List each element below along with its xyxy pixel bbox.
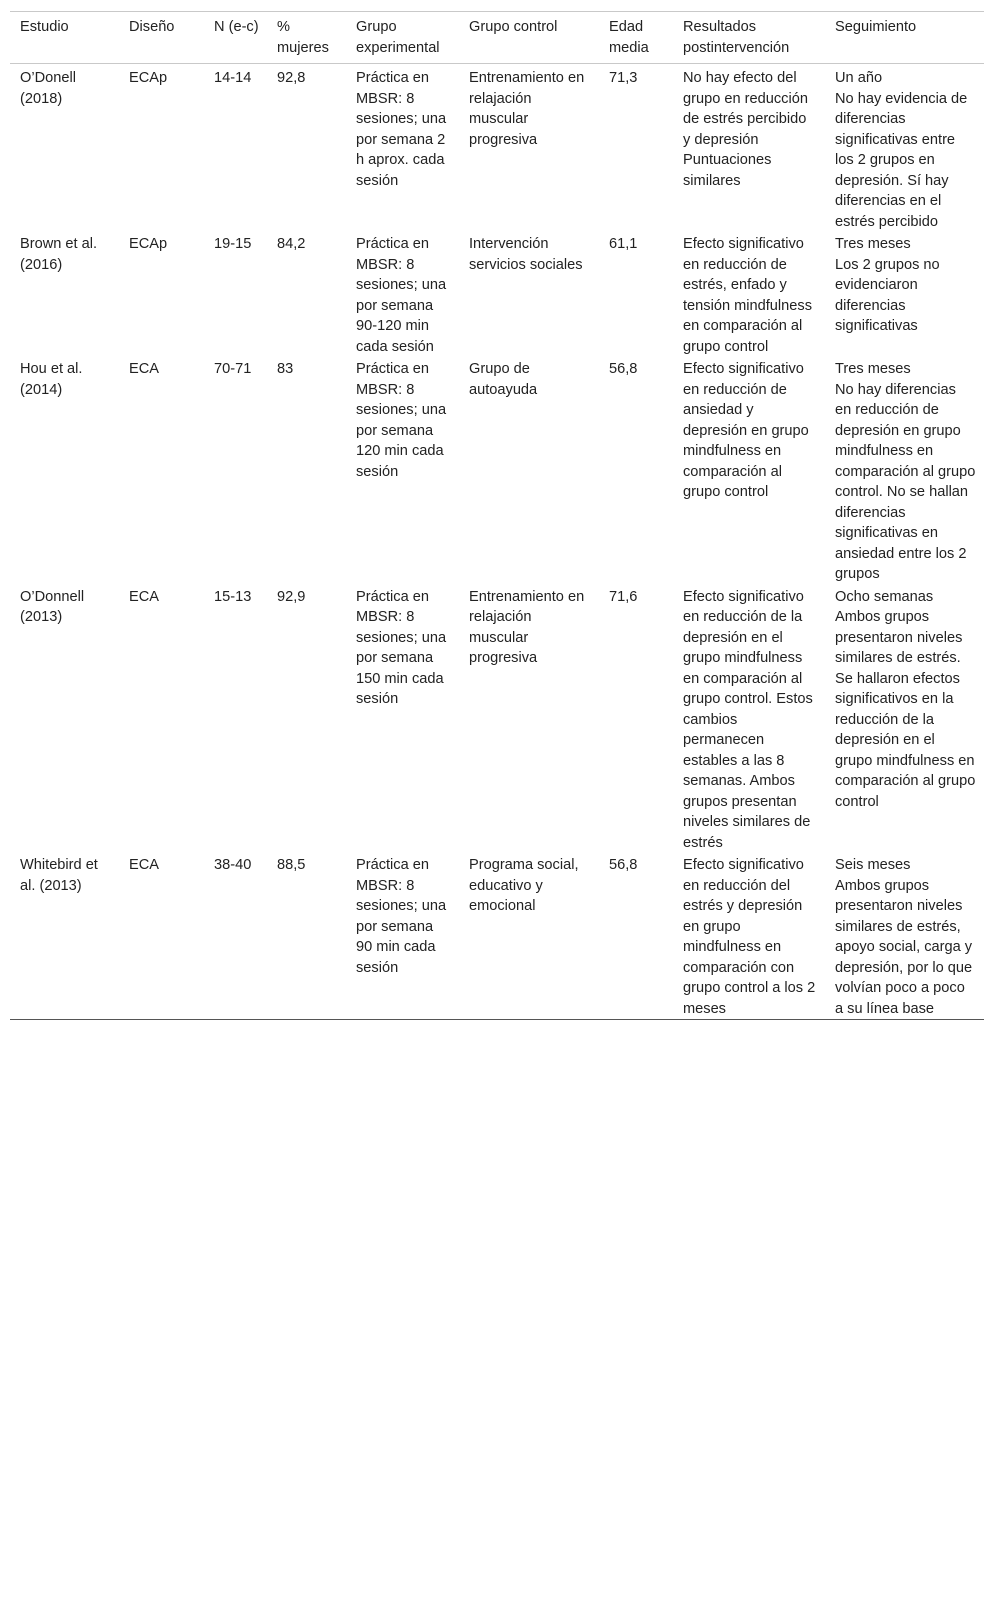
cell-edad-media: 71,3 (609, 70, 638, 86)
cell-grupo-experimental: Práctica en MBSR: 8 sesiones; una por semana 90 min cada sesión (356, 857, 447, 976)
cell-seguimiento (825, 585, 984, 854)
cell-seguimiento (825, 232, 984, 357)
cell-mujeres: 92,9 (277, 588, 306, 605)
table-row (10, 585, 984, 854)
cell-grupo-control: Programa social, educativo y emocional (469, 857, 579, 914)
cell-seguimiento (825, 853, 984, 1020)
resultados-line: Efecto significativo en reducción de la depresión en el grupo mindfulness en comparación al grupo control. Estos cambios permanecen estables a las 8 semanas. Ambos grupos presentan niveles similares de estrés (683, 588, 813, 851)
cell-estudio: Brown et al. (2016) (20, 236, 98, 273)
resultados-line: Efecto significativo en reducción de estrés, enfado y tensión mindfulness en comparación al grupo control (683, 236, 812, 355)
cell-resultados (673, 232, 825, 357)
cell-estudio: Whitebird et al. (2013) (20, 857, 98, 894)
cell-estudio: O’Donell (2018) (20, 70, 76, 107)
table-header-row (10, 12, 984, 64)
col-header-grupo-control: Grupo control (469, 19, 558, 35)
seguimiento-period: Ocho semanas (835, 588, 934, 605)
studies-table (10, 11, 984, 1020)
resultados-line: No hay efecto del grupo en reducción de estrés percibido y depresión (683, 70, 808, 148)
cell-edad-media: 56,8 (609, 361, 638, 377)
cell-edad-media: 56,8 (609, 857, 638, 873)
cell-mujeres: 92,8 (277, 70, 306, 86)
seguimiento-detail: Ambos grupos presentaron niveles similares de estrés. Se hallaron efectos significativos en la reducción de la depresión en el grupo mindfulness en comparación al grupo control (835, 609, 976, 810)
seguimiento-detail: No hay evidencia de diferencias significativas entre los 2 grupos en depresión. Sí hay diferencias en el estrés percibido (835, 90, 968, 230)
table-row (10, 64, 984, 233)
col-header-mujeres: % mujeres (277, 19, 329, 56)
cell-grupo-experimental: Práctica en MBSR: 8 sesiones; una por semana 120 min cada sesión (356, 361, 447, 480)
cell-grupo-control: Grupo de autoayuda (469, 361, 538, 398)
cell-diseno: ECA (129, 588, 160, 605)
resultados-line: Efecto significativo en reducción del estrés y depresión en grupo mindfulness en comparación con grupo control a los 2 meses (683, 857, 816, 1017)
col-header-estudio: Estudio (20, 19, 69, 35)
resultados-line: Efecto significativo en reducción de ansiedad y depresión en grupo mindfulness en comparación al grupo control (683, 361, 809, 500)
cell-diseno: ECA (129, 361, 160, 377)
cell-edad-media: 61,1 (609, 236, 638, 252)
cell-grupo-experimental: Práctica en MBSR: 8 sesiones; una por semana 2 h aprox. cada sesión (356, 70, 447, 189)
cell-n: 14-14 (214, 70, 252, 86)
col-header-edad-media: Edad media (609, 19, 649, 56)
col-header-grupo-experimental: Grupo experimental (356, 19, 440, 56)
col-header-seguimiento: Seguimiento (835, 19, 917, 35)
cell-edad-media: 71,6 (609, 588, 638, 605)
cell-diseno: ECA (129, 857, 160, 873)
table-row (10, 232, 984, 357)
seguimiento-period: Un año (835, 70, 883, 86)
cell-mujeres: 84,2 (277, 236, 306, 252)
cell-seguimiento (825, 357, 984, 585)
cell-n: 15-13 (214, 588, 252, 605)
cell-estudio: Hou et al. (2014) (20, 361, 83, 398)
cell-resultados (673, 357, 825, 585)
col-header-resultados: Resultados postintervención (683, 19, 790, 56)
cell-mujeres: 88,5 (277, 857, 306, 873)
cell-grupo-control: Entrenamiento en relajación muscular progresiva (469, 588, 585, 666)
cell-diseno: ECAp (129, 70, 168, 86)
cell-grupo-control: Entrenamiento en relajación muscular progresiva (469, 70, 585, 148)
cell-mujeres: 83 (277, 361, 294, 377)
cell-resultados (673, 585, 825, 854)
seguimiento-period: Seis meses (835, 857, 911, 873)
col-header-n: N (e-c) (214, 19, 259, 35)
table-row (10, 357, 984, 585)
seguimiento-detail: Los 2 grupos no evidenciaron diferencias significativas (835, 256, 940, 334)
table-row (10, 853, 984, 1020)
studies-table-container (10, 11, 984, 1020)
cell-estudio: O’Donnell (2013) (20, 588, 85, 625)
col-header-diseno: Diseño (129, 19, 175, 35)
cell-n: 70-71 (214, 361, 252, 377)
cell-diseno: ECAp (129, 236, 168, 252)
resultados-line: Puntuaciones similares (683, 152, 772, 189)
seguimiento-detail: Ambos grupos presentaron niveles similares de estrés, apoyo social, carga y depresión, por lo que volvían poco a poco a su línea base (835, 877, 973, 1017)
seguimiento-period: Tres meses (835, 236, 911, 252)
cell-resultados (673, 64, 825, 233)
seguimiento-detail: No hay diferencias en reducción de depresión en grupo mindfulness en comparación al grupo control. No se hallan diferencias significativas en ansiedad entre los 2 grupos (835, 381, 976, 582)
cell-n: 38-40 (214, 857, 252, 873)
cell-grupo-control: Intervención servicios sociales (469, 236, 583, 273)
cell-resultados (673, 853, 825, 1020)
cell-n: 19-15 (214, 236, 252, 252)
cell-seguimiento (825, 64, 984, 233)
cell-grupo-experimental: Práctica en MBSR: 8 sesiones; una por semana 90-120 min cada sesión (356, 236, 447, 355)
cell-grupo-experimental: Práctica en MBSR: 8 sesiones; una por semana 150 min cada sesión (356, 588, 447, 707)
seguimiento-period: Tres meses (835, 361, 911, 377)
